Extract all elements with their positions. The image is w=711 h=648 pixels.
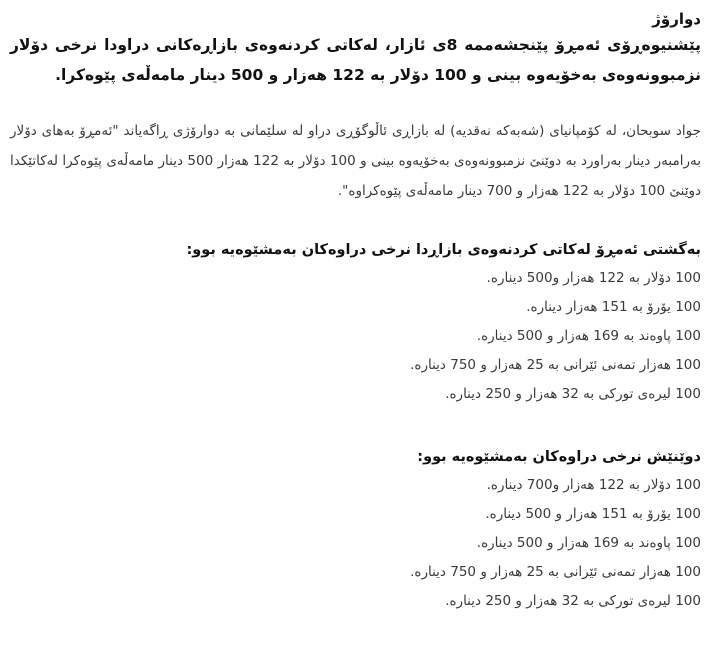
- today-rates-list: [10, 264, 701, 409]
- rate-item: 100 هەزار تمەنی ئێرانی بە 25 هەزار و 750 دینارە.: [410, 357, 701, 373]
- rate-item: 100 یۆرۆ بە 151 هەزار و 500 دینارە.: [485, 506, 701, 522]
- article-intro: جواد سوبحان، لە کۆمپانیای (شەبەکە نەقدیە) لە بازاڕی ئاڵوگۆڕی دراو لە سلێمانی بە دوارۆژی ڕاگەیاند "ئەمڕۆ بەهای دۆلار بەرامبەر دینار بەراورد بە دوێنێ نزمبوونەوەی بەخۆیەوە بینی و 100 دۆلار بە 122 هەزار 500 دینار مامەڵەی پێوەکرا لەکاتێکدا دوێنێ 100 دۆلار بە 122 هەزار و 700 دینار مامەڵەی پێوەکراوە".: [10, 123, 701, 199]
- yesterday-rates-title: دوێنێش نرخی دراوەکان بەمشێوەیە بوو:: [417, 449, 701, 465]
- rate-item: 100 یۆرۆ بە 151 هەزار دینارە.: [526, 299, 701, 315]
- article-kicker: دوارۆژ: [652, 10, 701, 28]
- rate-item: 100 پاوەند بە 169 هەزار و 500 دینارە.: [476, 535, 701, 551]
- rate-item: 100 هەزار تمەنی ئێرانی بە 25 هەزار و 750 دینارە.: [410, 564, 701, 580]
- article-headline: پێشنیوەڕۆی ئەمڕۆ پێنجشەممە 8ی ئازار، لەکاتی کردنەوەی بازاڕەکانی دراودا نرخی دۆلار نزمبوونەوەی بەخۆیەوە بینی و 100 دۆلار بە 122 هەزار و 500 دینار مامەڵەی پێوەکرا.: [10, 36, 701, 84]
- rate-item: 100 پاوەند بە 169 هەزار و 500 دینارە.: [476, 328, 701, 344]
- yesterday-rates-list: [10, 471, 701, 616]
- rate-item: 100 لیرەی تورکی بە 32 هەزار و 250 دینارە.: [445, 386, 701, 402]
- rate-item: 100 لیرەی تورکی بە 32 هەزار و 250 دینارە.: [445, 593, 701, 609]
- yesterday-rates-section: [10, 443, 701, 616]
- rate-item: 100 دۆلار بە 122 هەزار و500 دینارە.: [486, 270, 701, 286]
- rate-item: 100 دۆلار بە 122 هەزار و700 دینارە.: [486, 477, 701, 493]
- today-rates-section: [10, 236, 701, 409]
- today-rates-title: بەگشتی ئەمڕۆ لەکاتی کردنەوەی بازاڕدا نرخی دراوەکان بەمشێوەیە بوو:: [186, 242, 701, 258]
